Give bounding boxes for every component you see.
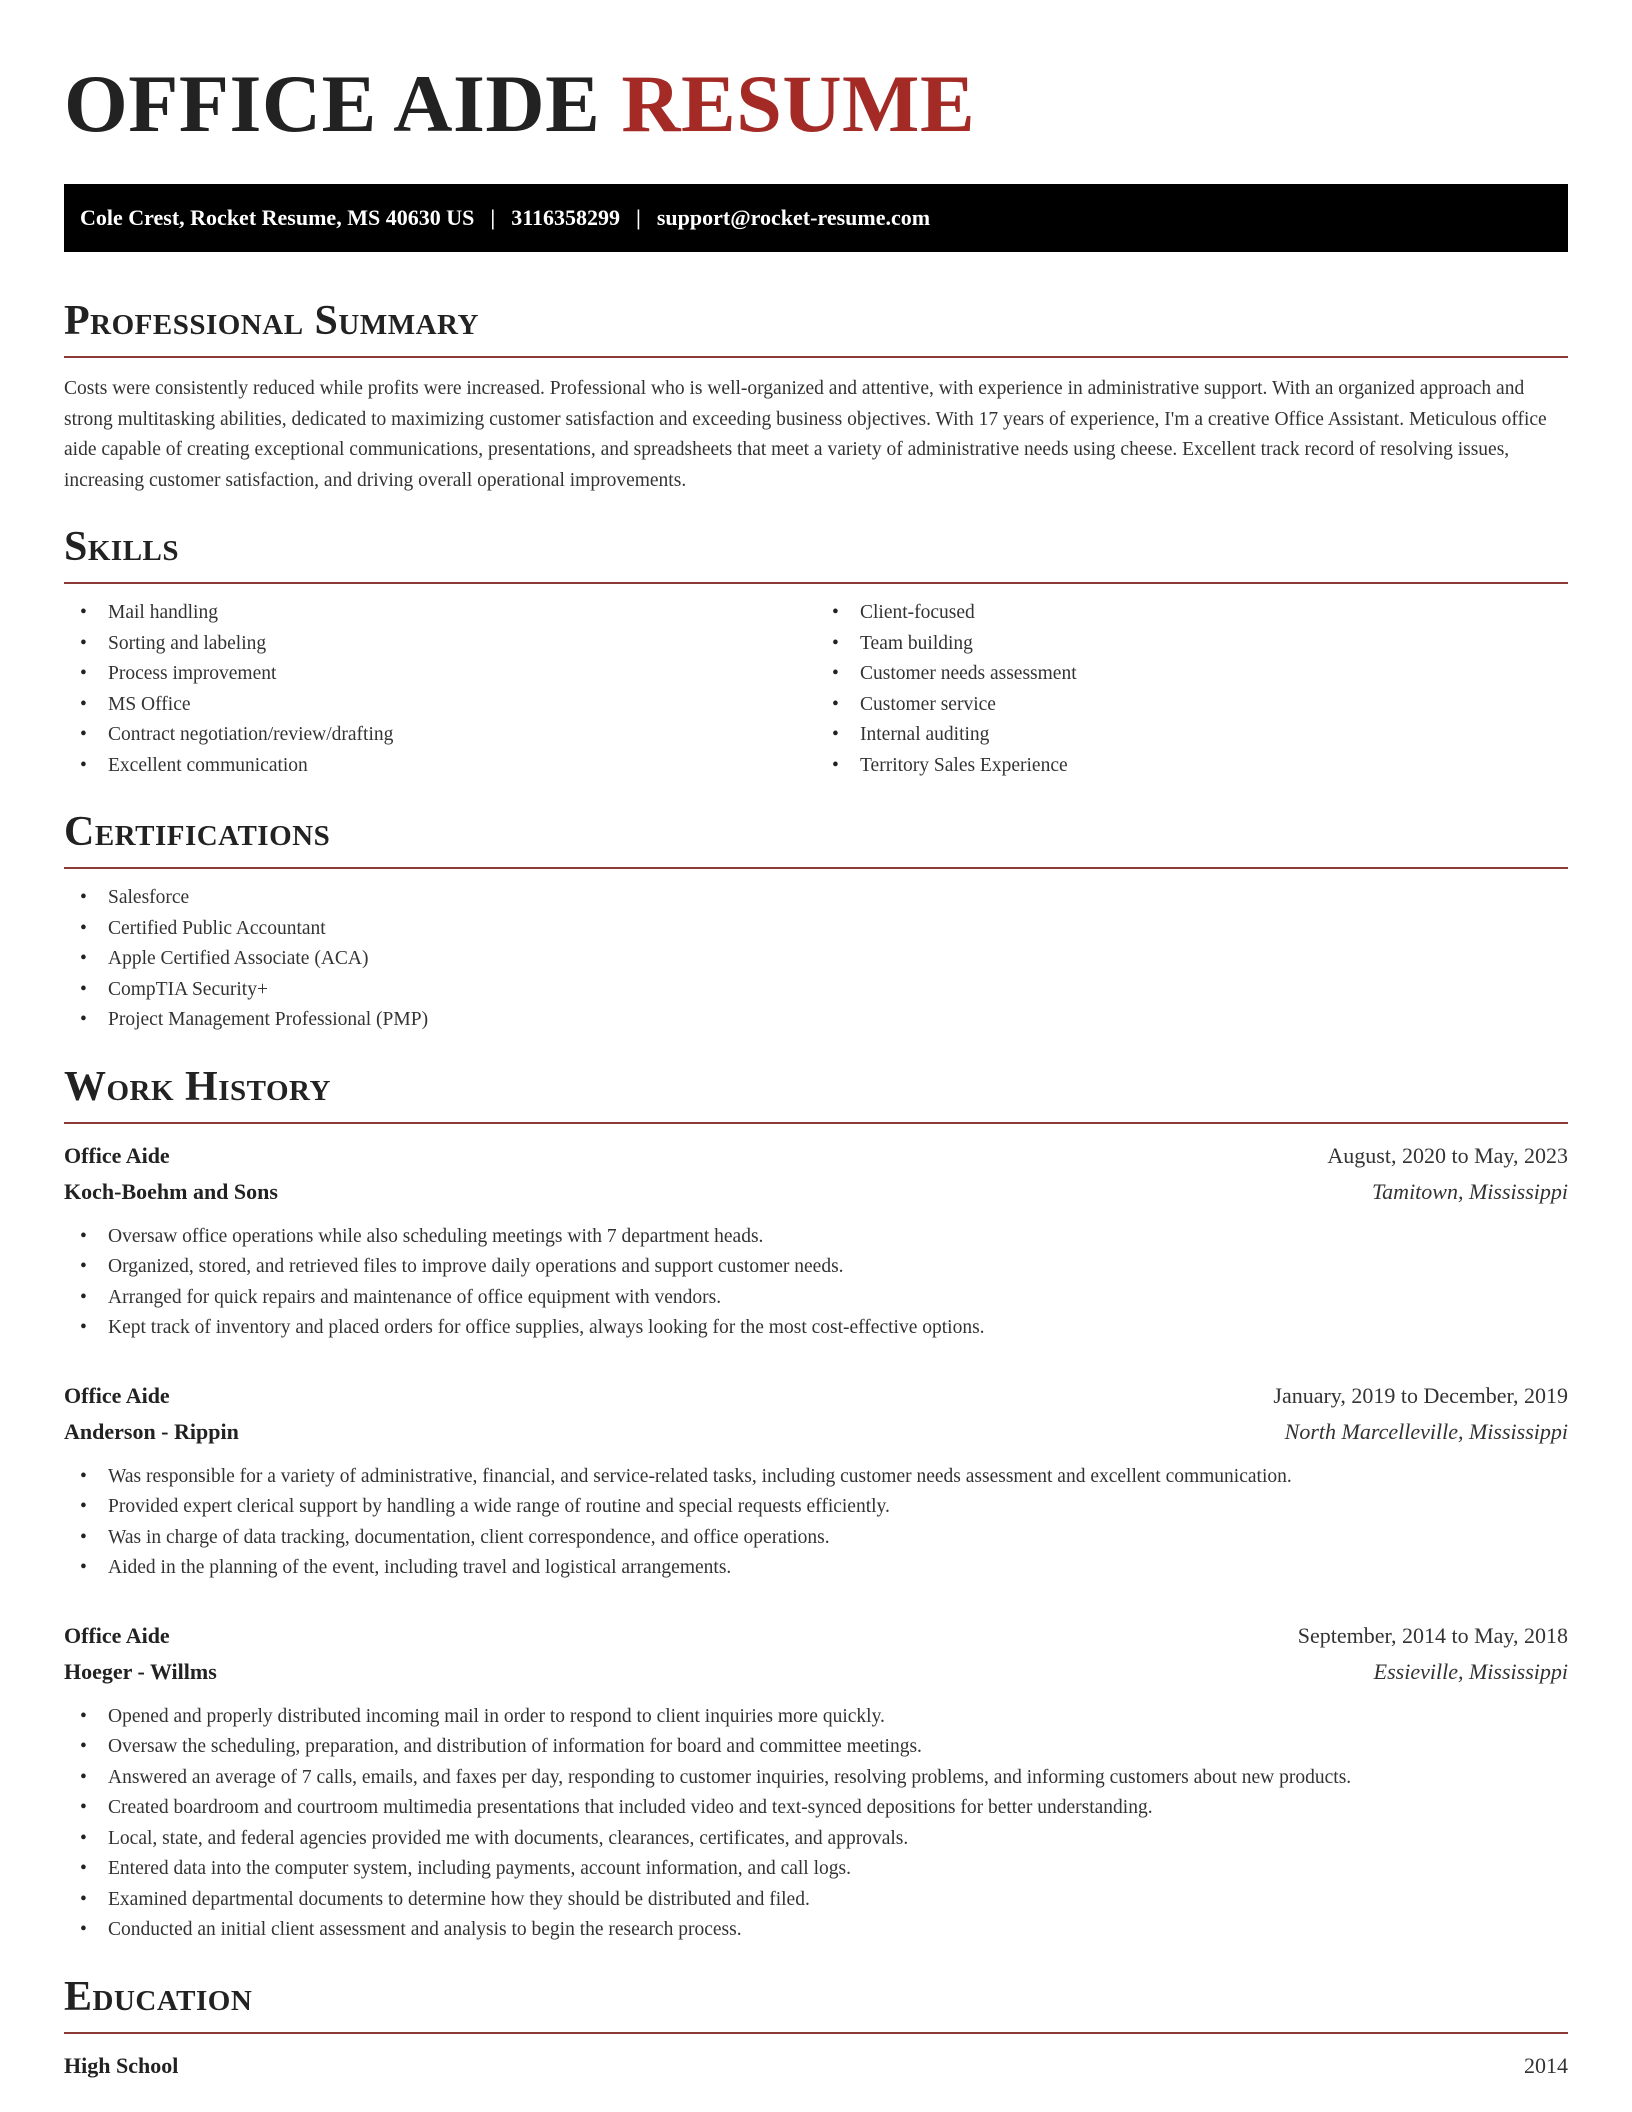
contact-bar (64, 184, 1568, 252)
job-duty: • Local, state, and federal agencies provided me with documents, clearances, certificates, and approvals. (64, 1824, 1568, 1855)
certification-item: • Apple Certified Associate (ACA) (64, 944, 1568, 975)
certification-item: • Project Management Professional (PMP) (64, 1005, 1568, 1036)
job-entry (64, 1138, 1568, 1344)
job-duty: • Opened and properly distributed incoming mail in order to respond to client inquiries more quickly. (64, 1702, 1568, 1733)
summary-heading: Professional Summary (64, 298, 479, 344)
skill-item: • MS Office (64, 690, 816, 721)
skill-item: • Team building (816, 629, 1568, 660)
education-section (64, 1972, 1568, 2084)
job-duty: • Was in charge of data tracking, documentation, client correspondence, and office operations. (64, 1523, 1568, 1554)
job-location: Tamitown, Mississippi (1371, 1178, 1568, 1204)
education-degree: High School (64, 2052, 179, 2078)
job-entry (64, 1618, 1568, 1946)
certification-item: • Certified Public Accountant (64, 914, 1568, 945)
skill-item: • Customer needs assessment (816, 659, 1568, 690)
job-title: Office Aide (64, 1142, 170, 1168)
skills-heading: Skills (64, 524, 180, 570)
job-duty: • Provided expert clerical support by handling a wide range of routine and special requests efficiently. (64, 1492, 1568, 1523)
skills-list-right (816, 598, 1568, 781)
contact-phone: 3116358299 (511, 205, 620, 230)
job-company: Hoeger - Willms (64, 1658, 217, 1684)
job-location: Essieville, Mississippi (1373, 1658, 1568, 1684)
job-duty: • Organized, stored, and retrieved files to improve daily operations and support customer needs. (64, 1252, 1568, 1283)
job-company: Anderson - Rippin (64, 1418, 239, 1444)
job-duty: • Kept track of inventory and placed orders for office supplies, always looking for the most cost-effective options. (64, 1313, 1568, 1344)
education-entry (64, 2048, 1568, 2084)
skill-item: • Sorting and labeling (64, 629, 816, 660)
contact-address: Cole Crest, Rocket Resume, MS 40630 US (80, 205, 475, 230)
skills-list-left (64, 598, 816, 781)
job-header-row (64, 1378, 1568, 1414)
skill-item: • Contract negotiation/review/drafting (64, 720, 816, 751)
job-location: North Marcelleville, Mississippi (1284, 1418, 1568, 1444)
education-year: 2014 (1524, 2052, 1568, 2078)
skill-item: • Client-focused (816, 598, 1568, 629)
skills-columns (64, 584, 1568, 781)
summary-section (64, 296, 1568, 496)
job-duties-list (64, 1702, 1568, 1946)
skill-item: • Customer service (816, 690, 1568, 721)
certifications-list (64, 883, 1568, 1036)
job-duties-list (64, 1462, 1568, 1584)
job-duty: • Created boardroom and courtroom multimedia presentations that included video and text-synced depositions for better understanding. (64, 1793, 1568, 1824)
job-entry (64, 1378, 1568, 1584)
job-duty: • Oversaw the scheduling, preparation, and distribution of information for board and committee meetings. (64, 1732, 1568, 1763)
certifications-section (64, 807, 1568, 1036)
summary-text: Costs were consistently reduced while profits were increased. Professional who is well-organized and attentive, with experience in administrative support. With an organized approach and strong multitasking abilities, dedicated to maximizing customer satisfaction and exceeding business objectives. With 17 years of experience, I'm a creative Office Assistant. Meticulous office aide capable of creating exceptional communications, presentations, and spreadsheets that meet a variety of administrative needs using cheese. Excellent track record of resolving issues, increasing customer satisfaction, and driving overall operational improvements. (64, 378, 1547, 491)
job-duty: • Examined departmental documents to determine how they should be distributed and filed. (64, 1885, 1568, 1916)
job-duty: • Conducted an initial client assessment and analysis to begin the research process. (64, 1915, 1568, 1946)
skills-section (64, 522, 1568, 781)
job-dates: January, 2019 to December, 2019 (1273, 1382, 1568, 1408)
skill-item: • Excellent communication (64, 751, 816, 782)
job-dates: August, 2020 to May, 2023 (1327, 1142, 1568, 1168)
job-header-row (64, 1618, 1568, 1654)
contact-separator: | (490, 205, 496, 230)
certification-item: • Salesforce (64, 883, 1568, 914)
skill-item: • Territory Sales Experience (816, 751, 1568, 782)
certification-item: • CompTIA Security+ (64, 975, 1568, 1006)
title-main: OFFICE AIDE (64, 58, 601, 149)
job-company-row (64, 1414, 1568, 1450)
skill-item: • Internal auditing (816, 720, 1568, 751)
job-company-row (64, 1654, 1568, 1690)
job-company: Koch-Boehm and Sons (64, 1178, 278, 1204)
section-divider (64, 1122, 1568, 1124)
contact-email: support@rocket-resume.com (656, 205, 931, 230)
skill-item: • Process improvement (64, 659, 816, 690)
job-duty: • Was responsible for a variety of administrative, financial, and service-related tasks, including customer needs assessment and excellent communication. (64, 1462, 1568, 1493)
skills-column-right (816, 584, 1568, 781)
contact-separator: | (635, 205, 641, 230)
section-divider (64, 356, 1568, 358)
education-heading: Education (64, 1973, 253, 2020)
section-divider (64, 867, 1568, 869)
job-title: Office Aide (64, 1382, 170, 1408)
job-duty: • Entered data into the computer system, including payments, account information, and call logs. (64, 1854, 1568, 1885)
job-duty: • Answered an average of 7 calls, emails, and faxes per day, responding to customer inquiries, resolving problems, and informing customers about new products. (64, 1763, 1568, 1794)
job-dates: September, 2014 to May, 2018 (1297, 1622, 1568, 1648)
job-duty: • Oversaw office operations while also scheduling meetings with 7 department heads. (64, 1222, 1568, 1253)
work-history-heading: Work History (64, 1063, 331, 1110)
job-company-row (64, 1174, 1568, 1210)
resume-title (64, 0, 1568, 152)
title-accent: RESUME (621, 58, 976, 149)
certifications-heading: Certifications (64, 809, 331, 855)
job-duty: • Aided in the planning of the event, including travel and logistical arrangements. (64, 1553, 1568, 1584)
job-title: Office Aide (64, 1622, 170, 1648)
work-history-section (64, 1062, 1568, 1946)
job-header-row (64, 1138, 1568, 1174)
skills-column-left (64, 584, 816, 781)
section-divider (64, 2032, 1568, 2034)
skill-item: • Mail handling (64, 598, 816, 629)
job-duty: • Arranged for quick repairs and maintenance of office equipment with vendors. (64, 1283, 1568, 1314)
job-duties-list (64, 1222, 1568, 1344)
